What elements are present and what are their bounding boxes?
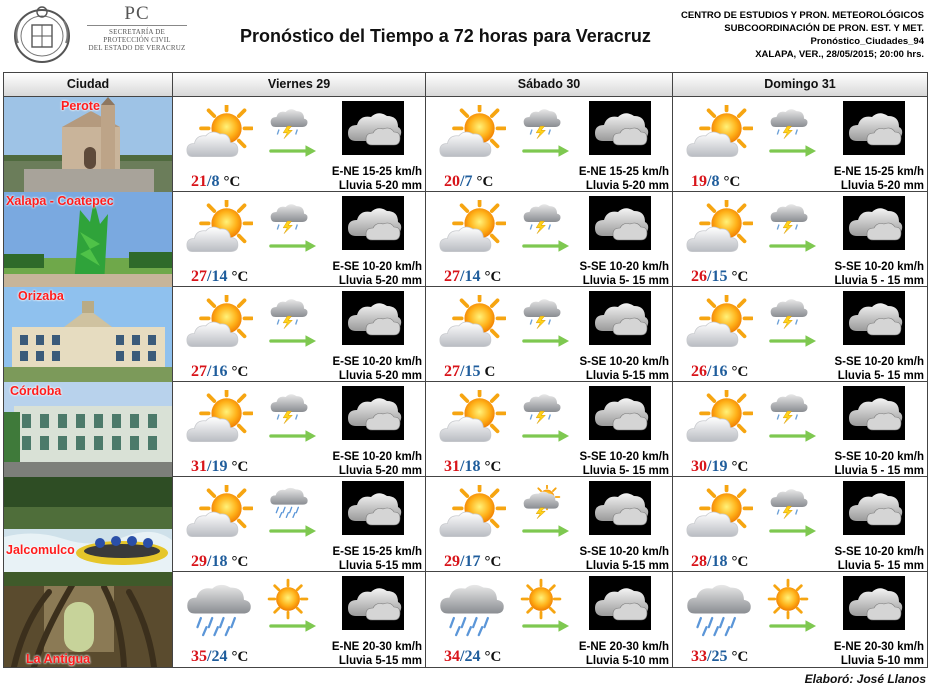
city-cell	[4, 97, 173, 192]
rain-forecast: Lluvia 5-20 mm	[840, 180, 924, 192]
wind-forecast: E-NE 15-25 km/h	[331, 166, 422, 178]
rain-forecast: Lluvia 5-20 mm	[585, 180, 669, 192]
pc-logo	[82, 4, 192, 60]
wind-arrow-icon	[522, 333, 570, 349]
temp-separator: /	[707, 648, 712, 665]
table-header	[4, 73, 927, 97]
min-temp: 8	[711, 173, 720, 190]
temp-separator: /	[460, 553, 465, 570]
rain-cloud-icon	[685, 580, 753, 638]
temp-separator: /	[207, 648, 212, 665]
sun-cloud-icon	[685, 105, 753, 163]
max-temp: 34	[444, 648, 460, 665]
page-title: Pronóstico del Tiempo a 72 horas para Veracruz	[240, 26, 651, 46]
temp-unit: °C	[723, 174, 741, 190]
wind-arrow-icon	[522, 428, 570, 444]
temp-separator: /	[207, 458, 212, 475]
temp-separator: /	[460, 363, 465, 380]
max-temp: 29	[444, 553, 460, 570]
min-temp: 19	[211, 458, 228, 475]
night-cloud-icon	[589, 386, 651, 440]
min-temp: 15	[464, 363, 481, 380]
storm-cloud-icon	[769, 200, 809, 234]
wind-arrow-icon	[769, 238, 817, 254]
wind-forecast: S-SE 10-20 km/h	[579, 261, 669, 273]
wind-arrow-icon	[269, 523, 317, 539]
sun-icon	[265, 578, 311, 620]
storm-cloud-icon	[269, 295, 309, 329]
min-temp: 14	[464, 268, 481, 285]
sun-cloud-icon	[185, 485, 253, 543]
rain-forecast: Lluvia 5- 15 mm	[837, 560, 924, 572]
wind-forecast: E-SE 15-25 km/h	[332, 546, 422, 558]
forecast-cell	[426, 97, 673, 192]
city-cell	[4, 477, 173, 572]
wind-forecast: E-NE 20-30 km/h	[833, 641, 924, 653]
org-line: XALAPA, VER., 28/05/2015; 20:00 hrs.	[755, 49, 924, 60]
forecast-cell	[426, 572, 673, 667]
table-row	[4, 477, 927, 572]
temp-separator: /	[707, 553, 712, 570]
wind-arrow-icon	[769, 143, 817, 159]
temp-separator: /	[707, 363, 712, 380]
rain-cloud-icon	[185, 580, 253, 638]
night-cloud-icon	[843, 386, 905, 440]
temperature	[444, 648, 501, 666]
header	[0, 0, 940, 72]
temperature	[691, 458, 748, 476]
city-cell	[4, 287, 173, 382]
temp-separator: /	[460, 173, 465, 190]
temp-unit: °C	[484, 269, 502, 285]
max-temp: 31	[191, 458, 207, 475]
max-temp: 27	[444, 268, 460, 285]
forecast-cell	[426, 287, 673, 382]
sun-cloud-icon	[185, 200, 253, 258]
author-credit: Elaboró: José Llanos	[804, 672, 926, 686]
wind-forecast: E-SE 10-20 km/h	[332, 261, 422, 273]
city-name: Orizaba	[18, 289, 64, 303]
night-cloud-icon	[589, 291, 651, 345]
temperature	[444, 268, 501, 286]
temperature	[191, 268, 248, 286]
wind-forecast: S-SE 10-20 km/h	[834, 356, 924, 368]
org-line: CENTRO DE ESTUDIOS Y PRON. METEOROLÓGICOS	[681, 10, 924, 21]
max-temp: 31	[444, 458, 460, 475]
temp-unit: °C	[231, 554, 249, 570]
forecast-cell	[673, 287, 927, 382]
forecast-cell	[673, 192, 927, 287]
forecast-table	[3, 72, 928, 668]
rain-forecast: Lluvia 5-20 mm	[338, 370, 422, 382]
temp-unit: °C	[731, 554, 749, 570]
temp-separator: /	[207, 553, 212, 570]
temp-unit: °C	[223, 174, 241, 190]
sun-cloud-icon	[438, 390, 506, 448]
org-line: Pronóstico_Ciudades_94	[810, 36, 924, 47]
city-name: Perote	[61, 99, 100, 113]
storm-cloud-icon	[769, 105, 809, 139]
forecast-cell	[673, 382, 927, 477]
forecast-cell	[173, 97, 426, 192]
temperature	[691, 648, 748, 666]
max-temp: 33	[691, 648, 707, 665]
table-row	[4, 572, 927, 667]
min-temp: 24	[211, 648, 228, 665]
temp-unit: °C	[484, 459, 502, 475]
night-cloud-icon	[342, 386, 404, 440]
min-temp: 8	[211, 173, 220, 190]
night-cloud-icon	[342, 196, 404, 250]
wind-arrow-icon	[522, 618, 570, 634]
temp-unit: °C	[484, 554, 502, 570]
rain-forecast: Lluvia 5- 15 mm	[582, 275, 669, 287]
forecast-cell	[673, 477, 927, 572]
min-temp: 15	[711, 268, 728, 285]
temperature	[691, 363, 748, 381]
pc-logo-text: PC	[124, 3, 150, 24]
max-temp: 27	[191, 268, 207, 285]
sun-cloud-icon	[185, 295, 253, 353]
sun-cloud-icon	[185, 390, 253, 448]
wind-arrow-icon	[269, 333, 317, 349]
storm-cloud-icon	[522, 390, 562, 424]
temperature	[191, 648, 248, 666]
rain-forecast: Lluvia 5 - 15 mm	[834, 275, 924, 287]
wind-forecast: E-SE 10-20 km/h	[332, 451, 422, 463]
temp-unit: °C	[231, 459, 249, 475]
rain-forecast: Lluvia 5-15 mm	[585, 370, 669, 382]
night-cloud-icon	[342, 291, 404, 345]
wind-arrow-icon	[269, 238, 317, 254]
sun-cloud-icon	[438, 200, 506, 258]
forecast-cell	[673, 572, 927, 667]
storm-cloud-icon	[522, 200, 562, 234]
temp-unit: °C	[731, 459, 749, 475]
wind-forecast: E-NE 20-30 km/h	[331, 641, 422, 653]
max-temp: 27	[191, 363, 207, 380]
max-temp: 26	[691, 268, 707, 285]
temp-unit: °C	[731, 364, 749, 380]
column-header-day: Domingo 31	[673, 73, 927, 97]
city-cell	[4, 572, 173, 667]
min-temp: 7	[464, 173, 473, 190]
wind-arrow-icon	[522, 238, 570, 254]
max-temp: 21	[191, 173, 207, 190]
temp-unit: °C	[484, 649, 502, 665]
rain-forecast: Lluvia 5-20 mm	[338, 275, 422, 287]
min-temp: 18	[211, 553, 228, 570]
wind-arrow-icon	[522, 143, 570, 159]
rain-forecast: Lluvia 5-15 mm	[338, 655, 422, 667]
table-row	[4, 97, 927, 192]
min-temp: 24	[464, 648, 481, 665]
min-temp: 18	[711, 553, 728, 570]
city-name: Córdoba	[10, 384, 62, 398]
pc-logo-subtitle: SECRETARÍA DE	[109, 28, 165, 36]
max-temp: 19	[691, 173, 707, 190]
sun-cloud-icon	[438, 295, 506, 353]
wind-forecast: S-SE 10-20 km/h	[834, 261, 924, 273]
wind-arrow-icon	[769, 428, 817, 444]
rain-forecast: Lluvia 5-15 mm	[585, 560, 669, 572]
rafting-photo	[4, 477, 173, 572]
wind-arrow-icon	[269, 428, 317, 444]
org-info	[681, 9, 924, 61]
min-temp: 16	[211, 363, 228, 380]
night-cloud-icon	[843, 196, 905, 250]
forecast-cell	[426, 382, 673, 477]
rain-forecast: Lluvia 5- 15 mm	[582, 465, 669, 477]
temperature	[191, 458, 248, 476]
wind-arrow-icon	[769, 333, 817, 349]
min-temp: 16	[711, 363, 728, 380]
wind-forecast: S-SE 10-20 km/h	[834, 546, 924, 558]
temperature	[444, 458, 501, 476]
rain-cloud-icon	[269, 485, 309, 519]
wind-arrow-icon	[269, 618, 317, 634]
wind-arrow-icon	[522, 523, 570, 539]
temp-separator: /	[460, 268, 465, 285]
temperature	[444, 553, 501, 571]
table-row	[4, 287, 927, 382]
temp-separator: /	[460, 648, 465, 665]
wind-forecast: E-NE 15-25 km/h	[578, 166, 669, 178]
night-cloud-icon	[843, 291, 905, 345]
night-cloud-icon	[589, 576, 651, 630]
night-cloud-icon	[843, 481, 905, 535]
min-temp: 19	[711, 458, 728, 475]
night-cloud-icon	[589, 481, 651, 535]
storm-cloud-icon	[769, 390, 809, 424]
temperature	[691, 173, 740, 191]
temp-unit: °C	[476, 174, 494, 190]
min-temp: 25	[711, 648, 728, 665]
max-temp: 20	[444, 173, 460, 190]
pc-logo-rule	[87, 25, 187, 26]
wind-forecast: S-SE 10-20 km/h	[579, 546, 669, 558]
max-temp: 30	[691, 458, 707, 475]
temperature	[444, 363, 495, 381]
wind-forecast: E-SE 10-20 km/h	[332, 356, 422, 368]
pc-logo-subtitle: DEL ESTADO DE VERACRUZ	[88, 44, 186, 52]
wind-forecast: S-SE 10-20 km/h	[834, 451, 924, 463]
storm-cloud-icon	[269, 390, 309, 424]
forecast-cell	[173, 382, 426, 477]
storm-cloud-icon	[269, 105, 309, 139]
temp-unit: °C	[731, 269, 749, 285]
temperature	[191, 363, 248, 381]
pc-logo-subtitle: PROTECCIÓN CIVIL	[103, 36, 171, 44]
night-cloud-icon	[342, 576, 404, 630]
forecast-cell	[173, 572, 426, 667]
rain-forecast: Lluvia 5- 15 mm	[837, 370, 924, 382]
night-cloud-icon	[589, 101, 651, 155]
rain-forecast: Lluvia 5-20 mm	[338, 180, 422, 192]
sun-cloud-icon	[438, 485, 506, 543]
table-row	[4, 382, 927, 477]
night-cloud-icon	[843, 576, 905, 630]
state-seal-icon	[10, 3, 74, 65]
night-cloud-icon	[342, 481, 404, 535]
sun-icon	[518, 578, 564, 620]
temperature	[191, 553, 248, 571]
city-name: Xalapa - Coatepec	[6, 194, 114, 208]
sun-cloud-icon	[685, 485, 753, 543]
table-row	[4, 192, 927, 287]
temp-separator: /	[707, 268, 712, 285]
temperature	[444, 173, 493, 191]
min-temp: 14	[211, 268, 228, 285]
temp-separator: /	[707, 173, 712, 190]
sun-cloud-icon	[685, 390, 753, 448]
forecast-cell	[673, 97, 927, 192]
max-temp: 27	[444, 363, 460, 380]
city-name: La Antigua	[26, 652, 91, 666]
org-line: SUBCOORDINACIÓN DE PRON. EST. Y MET.	[724, 23, 924, 34]
forecast-cell	[173, 477, 426, 572]
wind-arrow-icon	[269, 143, 317, 159]
column-header-day: Sábado 30	[426, 73, 673, 97]
temp-unit: °C	[231, 649, 249, 665]
storm-cloud-icon	[522, 105, 562, 139]
rain-forecast: Lluvia 5-10 mm	[585, 655, 669, 667]
temp-separator: /	[207, 268, 212, 285]
night-cloud-icon	[589, 196, 651, 250]
wind-forecast: E-NE 15-25 km/h	[833, 166, 924, 178]
min-temp: 17	[464, 553, 481, 570]
rain-forecast: Lluvia 5-10 mm	[840, 655, 924, 667]
temp-unit: °C	[231, 269, 249, 285]
rain-forecast: Lluvia 5-15 mm	[338, 560, 422, 572]
sun-cloud-icon	[185, 105, 253, 163]
temp-unit: °C	[231, 364, 249, 380]
wind-arrow-icon	[769, 618, 817, 634]
max-temp: 29	[191, 553, 207, 570]
max-temp: 28	[691, 553, 707, 570]
min-temp: 18	[464, 458, 481, 475]
temp-separator: /	[207, 173, 212, 190]
sun-cloud-icon	[438, 105, 506, 163]
column-header-city: Ciudad	[4, 73, 173, 97]
max-temp: 35	[191, 648, 207, 665]
temperature	[691, 268, 748, 286]
temp-unit: C	[484, 364, 496, 380]
forecast-cell	[173, 192, 426, 287]
column-header-day: Viernes 29	[173, 73, 426, 97]
forecast-cell	[173, 287, 426, 382]
forecast-cell	[426, 477, 673, 572]
storm-cloud-icon	[769, 485, 809, 519]
night-cloud-icon	[843, 101, 905, 155]
sun-cloud-icon	[685, 200, 753, 258]
wind-forecast: S-SE 10-20 km/h	[579, 356, 669, 368]
temp-separator: /	[460, 458, 465, 475]
max-temp: 26	[691, 363, 707, 380]
city-cell	[4, 382, 173, 477]
temp-unit: °C	[731, 649, 749, 665]
city-cell	[4, 192, 173, 287]
temperature	[691, 553, 748, 571]
city-name: Jalcomulco	[6, 543, 75, 557]
rain-forecast: Lluvia 5-20 mm	[338, 465, 422, 477]
sun-cloud-icon	[685, 295, 753, 353]
wind-forecast: S-SE 10-20 km/h	[579, 451, 669, 463]
storm-cloud-icon	[269, 200, 309, 234]
temp-separator: /	[207, 363, 212, 380]
forecast-cell	[426, 192, 673, 287]
temp-separator: /	[707, 458, 712, 475]
sun-icon	[765, 578, 811, 620]
wind-forecast: E-NE 20-30 km/h	[578, 641, 669, 653]
rain-cloud-icon	[438, 580, 506, 638]
wind-arrow-icon	[769, 523, 817, 539]
night-cloud-icon	[342, 101, 404, 155]
storm-cloud-icon	[522, 295, 562, 329]
rain-forecast: Lluvia 5 - 15 mm	[834, 465, 924, 477]
temperature	[191, 173, 240, 191]
sun-storm-icon	[522, 485, 562, 519]
storm-cloud-icon	[769, 295, 809, 329]
